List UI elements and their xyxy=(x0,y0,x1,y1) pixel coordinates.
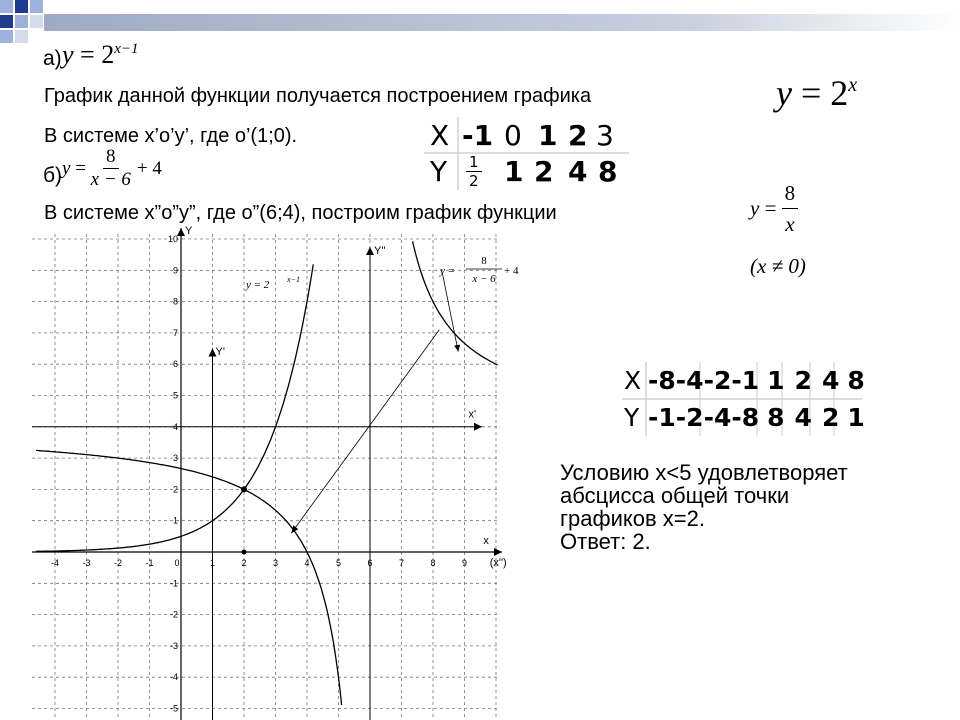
table-a-y-cell: 1 xyxy=(504,155,524,188)
x-tick-label: 5 xyxy=(335,558,342,568)
part-a-formula: $y = 2^{x-1}$ xyxy=(62,40,139,69)
table-b-x-cell: 4 xyxy=(821,366,840,395)
table-b-y-cell: -1 xyxy=(648,403,676,432)
axis-label: Y' xyxy=(215,345,225,358)
deco-square xyxy=(30,0,43,13)
table-b-x-cell: 8 xyxy=(847,366,865,395)
part-b-numerator: 8 xyxy=(103,146,119,169)
answer-line: графиков x=2. xyxy=(560,506,705,531)
exp-curve xyxy=(36,264,313,551)
table-a-y-den: 2 xyxy=(469,172,479,190)
y-tick-label: -2 xyxy=(169,609,178,620)
hyperbola-label-prefix: y = xyxy=(440,265,456,277)
deco-square xyxy=(0,30,13,43)
header-bar xyxy=(44,14,960,31)
part-a-formula-base: 2 xyxy=(101,40,115,69)
axis-label: Y'' xyxy=(374,245,386,257)
deco-square xyxy=(15,0,28,13)
axis-label: Y xyxy=(185,225,193,237)
table-b-y-cell: 4 xyxy=(794,403,812,432)
y-tick-label: 1 xyxy=(172,515,178,526)
table-b-y-row xyxy=(648,403,865,432)
table-b-y-label: Y xyxy=(624,403,640,432)
axis-label: x' xyxy=(468,408,477,421)
part-b-line: В системе x”o”y”, где o”(6;4), построим график функции xyxy=(44,202,557,224)
table-b-y-cell: -2 xyxy=(675,403,704,432)
exp-curve-label: y = 2 xyxy=(246,279,270,291)
table-a-y-cell: 2 xyxy=(534,155,554,188)
exp-curve-label-exp: x−1 xyxy=(287,275,300,284)
x-tick-label: -4 xyxy=(50,558,60,568)
table-b-y-cell: 2 xyxy=(821,403,840,432)
table-b-y-cell: -4 xyxy=(703,403,732,432)
y-tick-label: 8 xyxy=(172,296,178,307)
hyperbola-label-numerator: 8 xyxy=(481,255,487,267)
x-tick-label: 4 xyxy=(304,558,310,568)
answer-line: Условию x<5 удовлетворяет xyxy=(560,460,848,485)
table-b-x-row xyxy=(648,366,865,395)
basic-hyperbola-formula: y = $\frac{8}{x}$ xyxy=(750,178,798,239)
x-tick-label: 0 xyxy=(174,558,180,568)
x-tick-label: 7 xyxy=(398,558,405,568)
hyperbola-label-denominator: x − 6 xyxy=(472,273,496,285)
part-a-line2: В системе x’o’y’, где o’(1;0). xyxy=(44,125,298,147)
y-tick-label: 10 xyxy=(167,234,178,244)
table-a-y-cell: 4 xyxy=(568,155,588,188)
x-tick-label: -2 xyxy=(113,558,123,568)
table-b-x-cell: 1 xyxy=(767,366,785,395)
header-decoration xyxy=(0,0,960,50)
x-tick-label: 2 xyxy=(241,558,247,568)
basic-exp-exp: x xyxy=(848,73,858,96)
basic-denominator: x xyxy=(785,212,795,236)
x-tick-label: 8 xyxy=(430,558,436,568)
y-double-prime-arrow xyxy=(366,247,374,255)
function-graph xyxy=(0,222,520,720)
table-a-y-num: 1 xyxy=(466,153,482,172)
pointer-line xyxy=(442,273,458,351)
basic-exp-formula: $y = 2^x$ xyxy=(776,73,858,113)
basic-condition: (x ≠ 0) xyxy=(750,254,806,278)
pointer-line xyxy=(291,330,439,533)
deco-square xyxy=(15,15,28,28)
x-double-prime-arrow xyxy=(474,423,482,431)
value-table-b xyxy=(622,362,865,436)
table-a-x-cell: 2 xyxy=(568,119,588,152)
y-tick-label: -3 xyxy=(169,640,178,651)
y-tick-label: 3 xyxy=(172,453,178,464)
part-b-addend: + 4 xyxy=(136,157,162,179)
basic-numerator: 8 xyxy=(782,178,799,209)
y-tick-label: 9 xyxy=(172,265,178,276)
x-tick-label: 1 xyxy=(209,558,216,568)
part-b-denominator: x − 6 xyxy=(90,169,131,190)
table-a-y-fraction xyxy=(466,153,482,190)
y-tick-label: 6 xyxy=(172,359,178,370)
x-axis-arrow xyxy=(494,548,502,556)
pointer-arrowhead xyxy=(454,345,460,352)
table-a-x-label: X xyxy=(430,119,450,152)
y-tick-label: 2 xyxy=(172,484,178,495)
intersection-point xyxy=(241,486,247,492)
hyperbola-label-suffix: + 4 xyxy=(504,265,519,277)
x-tick-label: 9 xyxy=(461,558,468,568)
table-a-y-label: Y xyxy=(430,155,448,188)
part-b-formula: y = $\frac{8}{x - 6}$ + 4 xyxy=(62,146,162,190)
y-tick-label: 4 xyxy=(172,421,178,432)
deco-square xyxy=(0,0,13,13)
hyperbola-left-branch xyxy=(36,450,342,705)
table-b-x-cell: -1 xyxy=(731,366,760,395)
part-a-formula-exp: x−1 xyxy=(114,40,139,57)
y-axis-arrow xyxy=(177,228,185,236)
table-a-x-cell: 0 xyxy=(504,119,522,152)
table-a-x-cell: 3 xyxy=(596,119,614,152)
table-b-x-label: X xyxy=(624,366,642,395)
y-tick-label: -4 xyxy=(169,672,178,683)
part-a-label: а) xyxy=(43,47,62,70)
axis-label: (x'') xyxy=(489,557,507,569)
part-a-line1: График данной функции получается построением графика xyxy=(44,85,592,107)
deco-square xyxy=(30,15,43,28)
basic-exp-base: 2 xyxy=(830,73,849,113)
answer-line: Ответ: 2. xyxy=(560,529,651,554)
table-a-x-cell: 1 xyxy=(538,119,558,152)
x-tick-label: -1 xyxy=(145,558,154,568)
y-tick-label: 5 xyxy=(172,390,178,401)
table-a-y-cell: 8 xyxy=(598,155,618,188)
intersection-x-marker xyxy=(242,550,247,555)
table-b-x-cell: -2 xyxy=(703,366,732,395)
x-tick-label: -3 xyxy=(82,558,91,568)
y-tick-label: -1 xyxy=(169,578,178,589)
table-b-x-cell: -8 xyxy=(648,366,676,395)
table-b-y-cell: 1 xyxy=(847,403,865,432)
table-a-x-cell: -1 xyxy=(462,119,494,152)
table-b-x-cell: 2 xyxy=(794,366,812,395)
table-b-x-cell: -4 xyxy=(675,366,704,395)
axis-label: x xyxy=(483,535,489,547)
table-b-y-cell: 8 xyxy=(767,403,785,432)
table-b-y-cell: -8 xyxy=(731,403,760,432)
y-tick-label: 7 xyxy=(172,327,178,338)
deco-square xyxy=(15,30,28,43)
x-tick-label: 3 xyxy=(272,558,279,568)
y-tick-label: -5 xyxy=(169,703,178,714)
answer-block xyxy=(560,461,848,553)
x-tick-label: 6 xyxy=(367,558,373,568)
deco-square xyxy=(0,15,13,28)
part-b-label: б) xyxy=(43,164,63,187)
value-table-a xyxy=(424,117,629,190)
answer-line: абсцисса общей точки xyxy=(560,483,790,508)
